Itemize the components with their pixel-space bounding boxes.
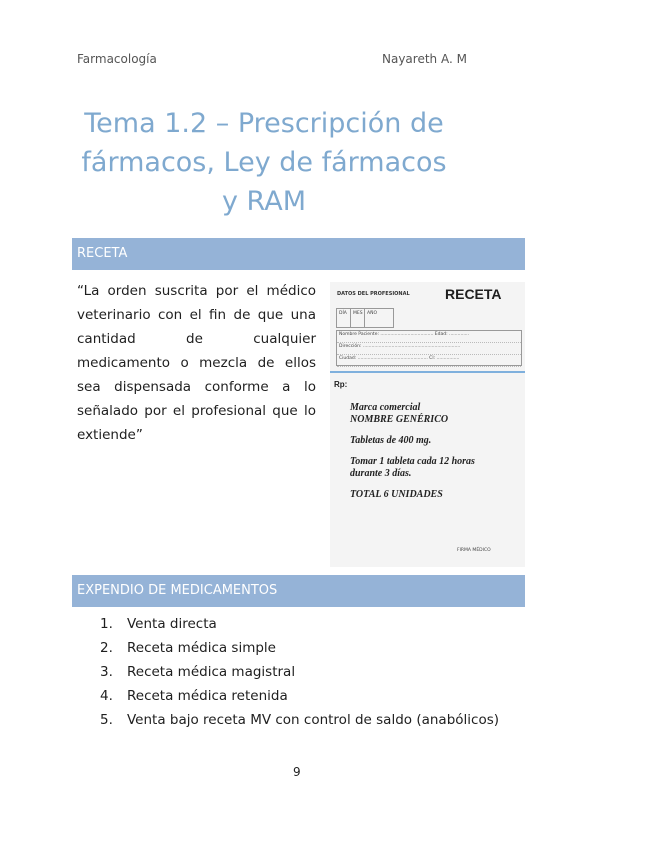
list-number: 5. (100, 712, 113, 728)
list-item (100, 660, 499, 684)
list-number: 1. (100, 616, 113, 632)
definition-text: “La orden suscrita por el médico veterinario con el fin de que una cantidad de cualquier medicamento o mezcla de ellos sea dispensada conforme a lo señalado por el profesional que lo extiende” (77, 283, 316, 443)
list-text: Venta directa (127, 616, 217, 632)
dispensing-list (100, 612, 499, 732)
list-text: Receta médica magistral (127, 664, 296, 680)
section-heading-expendio: EXPENDIO DE MEDICAMENTOS (72, 575, 525, 607)
rx-line: Tabletas de 400 mg. (350, 435, 432, 446)
list-item (100, 612, 499, 636)
rx-divider (330, 371, 525, 373)
rx-patient-box (336, 330, 522, 366)
list-number: 2. (100, 640, 113, 656)
rx-professional-label: DATOS DEL PROFESIONAL (337, 291, 410, 297)
rx-line: Marca comercial (350, 402, 421, 413)
rx-date-field: AÑO (367, 311, 377, 316)
rx-body (350, 402, 475, 510)
page-title (70, 104, 458, 221)
list-text: Receta médica simple (127, 640, 276, 656)
rx-line: TOTAL 6 UNIDADES (350, 489, 443, 500)
title-line: fármacos, Ley de fármacos (81, 147, 447, 178)
list-item (100, 684, 499, 708)
rx-line: Tomar 1 tableta cada 12 horas (350, 456, 475, 467)
list-item (100, 708, 499, 732)
rx-patient-field: Nombre Paciente: ..................................... Edad: .............. (337, 332, 521, 343)
title-line: Tema 1.2 – Prescripción de (84, 108, 444, 139)
prescription-image (330, 282, 525, 567)
header-course: Farmacología (77, 52, 157, 66)
title-line: y RAM (222, 186, 306, 217)
list-text: Receta médica retenida (127, 688, 288, 704)
rx-line: durante 3 días. (350, 468, 412, 479)
rx-patient-field: Dirección: .................................................................... (337, 344, 521, 355)
rx-rp-label: Rp: (334, 380, 348, 389)
rx-patient-field: Ciudad: ................................................. Cl: ................ (337, 356, 521, 367)
rx-date-box (336, 308, 394, 328)
rx-line: NOMBRE GENÉRICO (350, 414, 449, 425)
list-number: 3. (100, 664, 113, 680)
list-text: Venta bajo receta MV con control de saldo (anabólicos) (127, 712, 500, 728)
section-heading-receta: RECETA (72, 238, 525, 270)
rx-title: RECETA (445, 286, 502, 302)
rx-date-field: MES (351, 309, 365, 327)
header-author: Nayareth A. M (382, 52, 467, 66)
rx-signature-label: FIRMA MÉDICO (457, 548, 491, 553)
list-number: 4. (100, 688, 113, 704)
page-number: 9 (293, 765, 301, 779)
rx-date-field: DÍA (337, 309, 351, 327)
list-item (100, 636, 499, 660)
